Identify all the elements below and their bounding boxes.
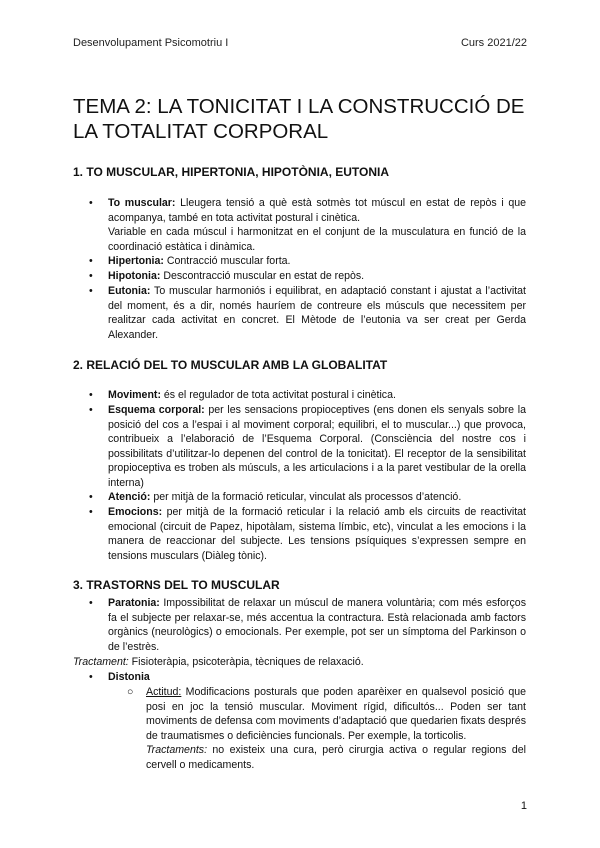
- page-title: TEMA 2: LA TONICITAT I LA CONSTRUCCIÓ DE LA TOTALITAT CORPORAL: [73, 95, 525, 143]
- definition: To muscular harmoniós i equilibrat, en adaptació constant i ajustat a l’activitat del moment, és a dir, només hauríem de contreure els músculs que necessitem per realitzar cada activitat en concret. El Mètode de l’eutonia va ser creat per Gerda Alexander.: [108, 285, 526, 341]
- list-item-emocions: [108, 505, 526, 563]
- list-item-hipertonia: [108, 254, 526, 269]
- term: Hipotonia:: [108, 270, 161, 282]
- bullet-icon: •: [89, 491, 93, 503]
- section-2-heading: 2. RELACIÓ DEL TO MUSCULAR AMB LA GLOBALITAT: [73, 358, 388, 372]
- bullet-icon: •: [89, 671, 93, 683]
- tractament-line: [73, 655, 528, 670]
- list-item-to-muscular-extra: Variable en cada múscul i harmonitzat en el conjunt de la musculatura en funció de la coordinació estàtica i dinàmica.: [108, 226, 526, 253]
- tractament-text: Fisioteràpia, psicoteràpia, tècniques de relaxació.: [128, 656, 364, 668]
- term: Actitud:: [146, 686, 182, 698]
- list-item-esquema-corporal: [108, 403, 526, 491]
- bullet-icon: •: [89, 270, 93, 282]
- term: Moviment:: [108, 389, 161, 401]
- term: Paratonia:: [108, 597, 160, 609]
- tractaments-label: Tractaments:: [146, 744, 208, 756]
- tractaments-text: no existeix una cura, però cirurgia activa o regular regions del cervell o medicaments.: [146, 744, 526, 771]
- definition: Lleugera tensió a què està sotmès tot múscul en estat de repòs i que acompanya, també en tota activitat postural i cinètica.: [108, 197, 527, 224]
- definition: Descontracció muscular en estat de repòs.: [160, 270, 365, 282]
- header-course-name: Desenvolupament Psicomotriu I: [73, 37, 229, 49]
- list-item-to-muscular: [108, 196, 526, 225]
- tractament-label: Tractament:: [73, 656, 129, 668]
- bullet-icon: •: [89, 285, 93, 297]
- term: Emocions:: [108, 506, 163, 518]
- sub-item-actitud: [146, 685, 526, 743]
- list-item-distonia: [108, 670, 526, 685]
- bullet-icon: •: [89, 597, 93, 609]
- section-1-heading: 1. TO MUSCULAR, HIPERTONIA, HIPOTÒNIA, EUTONIA: [73, 165, 390, 179]
- definition: Modificacions posturals que poden aparèixer en qualsevol posició que posi en joc la tensió muscular. Moviment rígid, dificultós... Poden ser tant moviments de defensa com moviments d’adaptació que quedarien fixats després de traumatismes o deficiències funcionals. Per exemple, la torticolis.: [146, 686, 526, 742]
- term: To muscular:: [108, 197, 176, 209]
- term: Esquema corporal:: [108, 404, 205, 416]
- term: Hipertonia:: [108, 255, 164, 267]
- definition: per mitjà de la formació reticular, vinculat als processos d’atenció.: [150, 491, 462, 503]
- definition: és el regulador de tota activitat postural i cinètica.: [160, 389, 396, 401]
- term: Distonia: [108, 671, 150, 683]
- definition: per mitjà de la formació reticular i la relació amb els circuits de reactivitat emocional (circuit de Papez, hipotàlam, sistema límbic, etc), vinculat a les emocions i la manera de reaccionar del subjecte. Les tensions psíquiques s’expressen sempre en tensions musculars (Diàleg tònic).: [108, 506, 526, 562]
- page-number: 1: [520, 800, 527, 812]
- sub-bullet-icon: ○: [127, 686, 134, 698]
- term: Atenció:: [108, 491, 151, 503]
- header-course-year: Curs 2021/22: [460, 37, 527, 49]
- list-item-moviment: [108, 388, 526, 403]
- bullet-icon: •: [89, 255, 93, 267]
- list-item-hipotonia: [108, 269, 526, 284]
- definition: Impossibilitat de relaxar un múscul de manera voluntària; com més esforços fa el subjecte per relaxar-se, més accentua la contractura. Està relacionada amb factors orgànics (neurològics) o emocionals. Per exemple, pot ser un símptoma del Parkinson o de l’estrès.: [108, 597, 526, 653]
- bullet-icon: •: [89, 389, 93, 401]
- definition: per les sensacions propioceptives (ens donen els senyals sobre la posició del cos a l’espai i al moviment corporal; equilibri, el to muscular...) que provoca, contribueix a l’elaboració de l’Esquema Corporal. (Consciència del nostre cos i possibilitats d’utilitzar-lo depenen del control de la tonicitat). El receptor de la sensibilitat propioceptiva es troben als músculs, a les articulacions i a la paret vestibular de la orella interna): [108, 404, 526, 489]
- list-item-atencio: [108, 490, 526, 505]
- section-3-heading: 3. TRASTORNS DEL TO MUSCULAR: [73, 578, 280, 592]
- term: Eutonia:: [108, 285, 151, 297]
- bullet-icon: •: [89, 404, 93, 416]
- bullet-icon: •: [89, 197, 93, 209]
- definition: Contracció muscular forta.: [163, 255, 291, 267]
- sub-item-tractaments: [146, 743, 526, 772]
- list-item-eutonia: [108, 284, 526, 342]
- list-item-paratonia: [108, 596, 526, 654]
- bullet-icon: •: [89, 506, 93, 518]
